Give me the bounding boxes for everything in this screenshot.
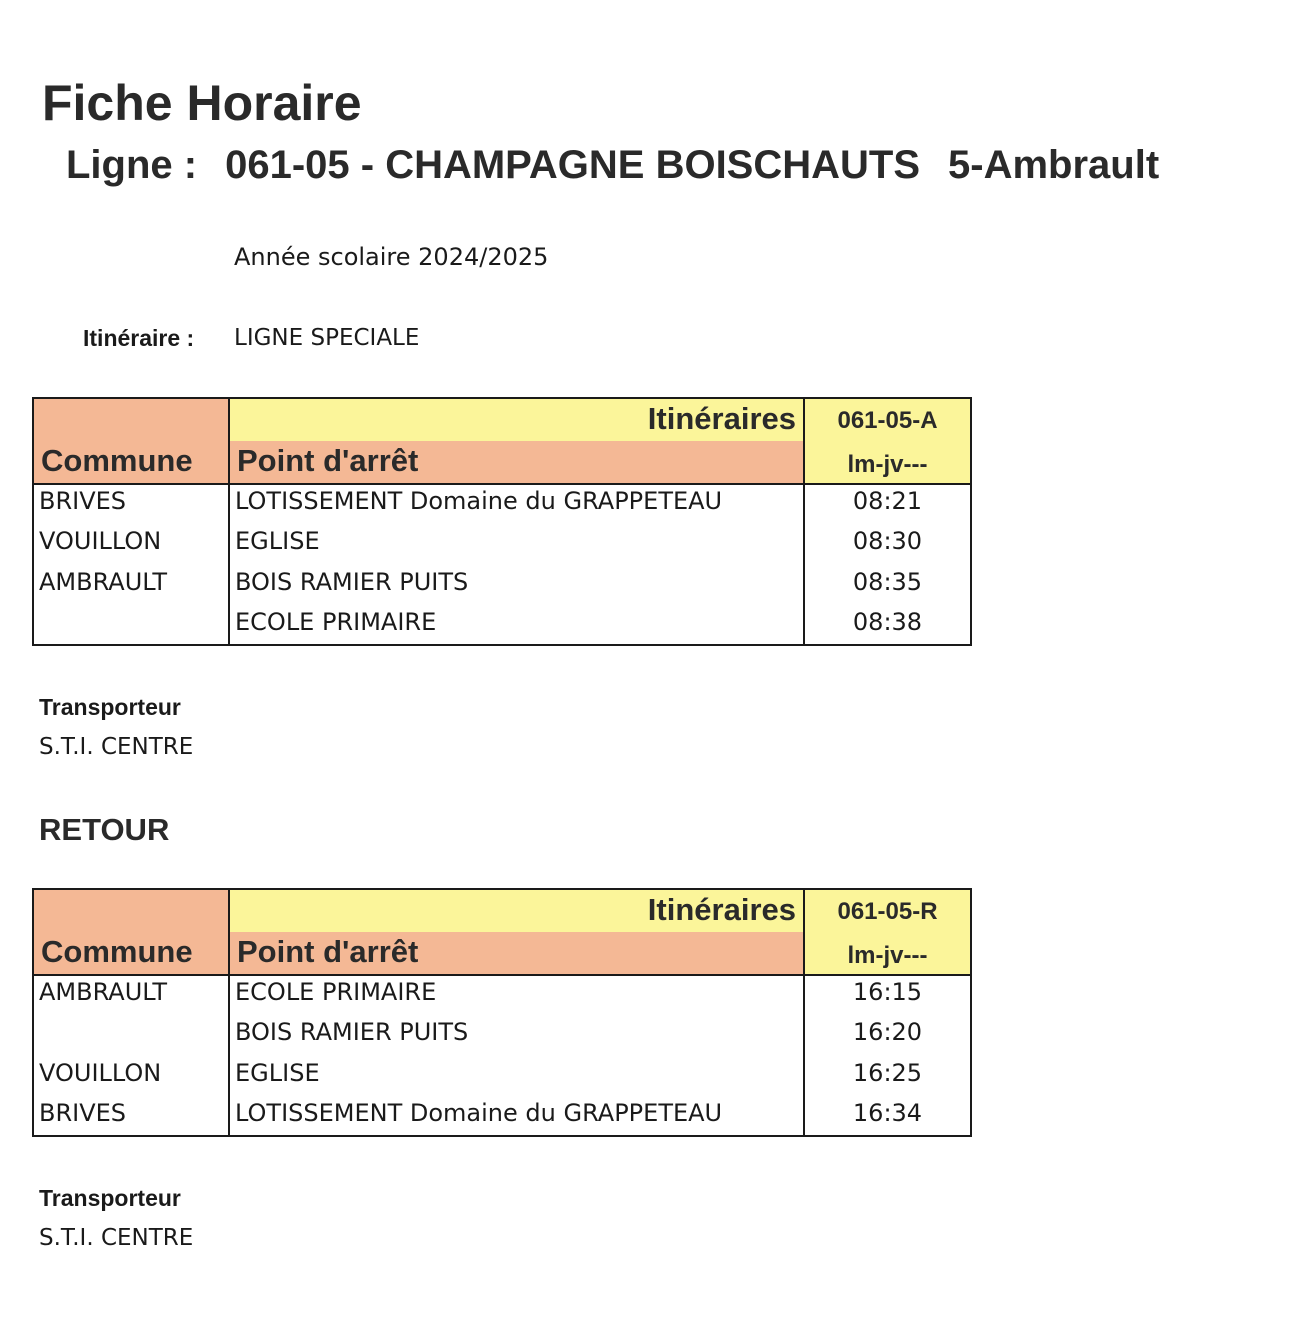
header-days: lm-jv--- xyxy=(847,451,928,478)
cell-stop: EGLISE xyxy=(235,527,320,555)
table-row xyxy=(34,1014,970,1054)
school-year: Année scolaire 2024/2025 xyxy=(234,243,549,271)
timetable-retour xyxy=(32,888,972,1137)
cell-stop: BOIS RAMIER PUITS xyxy=(235,1018,469,1046)
retour-title: RETOUR xyxy=(39,812,170,847)
cell-time: 16:34 xyxy=(852,1099,923,1127)
header-point-arret: Point d'arrêt xyxy=(237,443,419,478)
cell-time: 08:38 xyxy=(852,608,923,636)
cell-time: 08:35 xyxy=(852,568,923,596)
line-label: Ligne : xyxy=(66,143,198,187)
table-row xyxy=(34,564,970,604)
table-row xyxy=(34,1095,970,1135)
cell-time: 16:15 xyxy=(852,978,923,1006)
table-row xyxy=(34,604,970,644)
table-row xyxy=(34,523,970,563)
cell-stop: BOIS RAMIER PUITS xyxy=(235,568,469,596)
line-suffix: 5-Ambrault xyxy=(948,143,1160,187)
header-route-code: 061-05-A xyxy=(837,407,938,434)
header-itineraires: Itinéraires xyxy=(647,401,796,436)
header-route-code: 061-05-R xyxy=(837,898,938,925)
transporteur-value: S.T.I. CENTRE xyxy=(39,734,194,760)
cell-time: 16:25 xyxy=(852,1059,923,1087)
header-days: lm-jv--- xyxy=(847,942,928,969)
page-title: Fiche Horaire xyxy=(42,75,362,131)
cell-stop: ECOLE PRIMAIRE xyxy=(235,608,437,636)
transporteur-label: Transporteur xyxy=(39,694,181,720)
header-code-cell xyxy=(805,399,970,483)
cell-stop: LOTISSEMENT Domaine du GRAPPETEAU xyxy=(235,487,723,515)
cell-commune: AMBRAULT xyxy=(39,568,168,596)
table-header xyxy=(34,399,970,485)
table-row xyxy=(34,1055,970,1095)
header-commune-cell xyxy=(34,890,230,974)
header-commune-cell xyxy=(34,399,230,483)
cell-commune: VOUILLON xyxy=(39,1059,162,1087)
header-itineraires-band xyxy=(230,399,803,441)
cell-stop: EGLISE xyxy=(235,1059,320,1087)
transporteur-label: Transporteur xyxy=(39,1185,181,1211)
line-heading xyxy=(66,143,1159,188)
itinerary-value: LIGNE SPECIALE xyxy=(234,325,420,351)
cell-stop: LOTISSEMENT Domaine du GRAPPETEAU xyxy=(235,1099,723,1127)
header-point-arret: Point d'arrêt xyxy=(237,934,419,969)
header-commune: Commune xyxy=(41,934,193,969)
cell-time: 08:30 xyxy=(852,527,923,555)
cell-time: 16:20 xyxy=(852,1018,923,1046)
cell-commune: AMBRAULT xyxy=(39,978,168,1006)
cell-stop: ECOLE PRIMAIRE xyxy=(235,978,437,1006)
table-row xyxy=(34,483,970,523)
line-name: 061-05 - CHAMPAGNE BOISCHAUTS xyxy=(225,143,921,187)
itinerary-label: Itinéraire : xyxy=(83,325,195,351)
cell-commune: BRIVES xyxy=(39,487,127,515)
table-row xyxy=(34,974,970,1014)
header-point-arret-band xyxy=(230,441,803,483)
transporteur-value: S.T.I. CENTRE xyxy=(39,1225,194,1251)
cell-commune: BRIVES xyxy=(39,1099,127,1127)
cell-time: 08:21 xyxy=(852,487,923,515)
header-point-arret-band xyxy=(230,932,803,974)
header-code-cell xyxy=(805,890,970,974)
header-itineraires: Itinéraires xyxy=(647,892,796,927)
header-stop-cell xyxy=(230,890,805,974)
header-itineraires-band xyxy=(230,890,803,932)
timetable-aller xyxy=(32,397,972,646)
cell-commune: VOUILLON xyxy=(39,527,162,555)
header-commune: Commune xyxy=(41,443,193,478)
table-header xyxy=(34,890,970,976)
header-stop-cell xyxy=(230,399,805,483)
